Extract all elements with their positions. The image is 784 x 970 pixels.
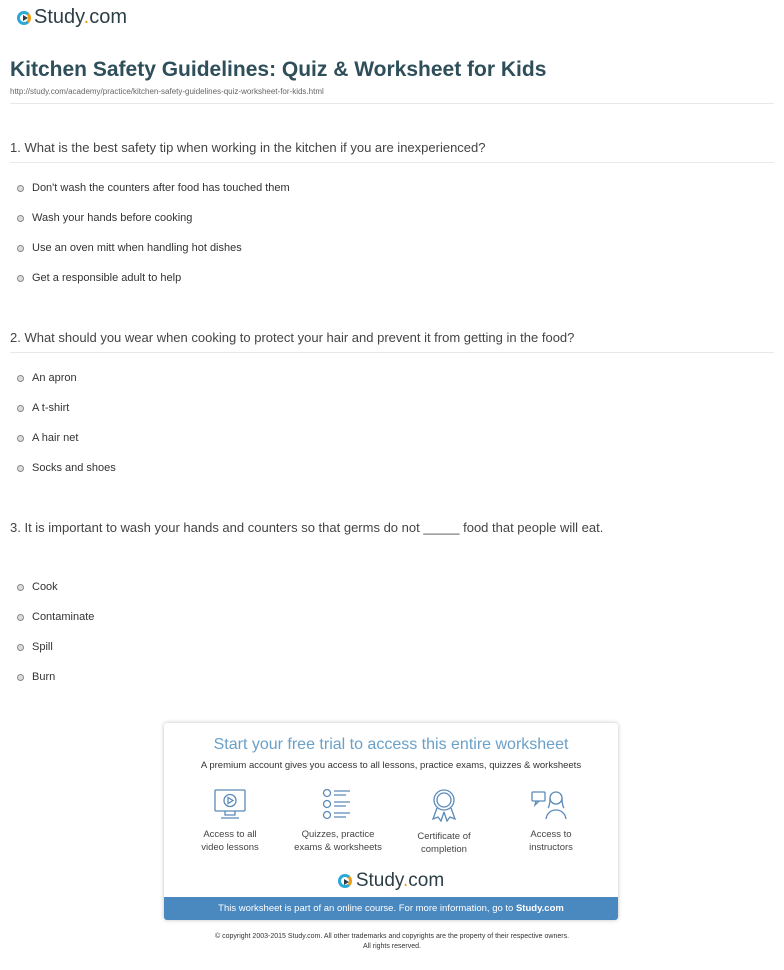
video-monitor-icon (213, 788, 247, 820)
radio-button[interactable] (17, 435, 24, 442)
radio-button[interactable] (17, 215, 24, 222)
answer-option[interactable] (17, 611, 94, 623)
answer-option[interactable] (17, 272, 181, 284)
question-1: 1. What is the best safety tip when working in the kitchen if you are inexperienced? (10, 140, 486, 155)
radio-button[interactable] (17, 275, 24, 282)
study-logo[interactable] (17, 6, 127, 29)
answer-option[interactable] (17, 462, 116, 474)
answer-option[interactable] (17, 372, 77, 384)
promo-subheading: A premium account gives you access to all lessons, practice exams, quizzes & worksheets (200, 760, 582, 771)
radio-button[interactable] (17, 614, 24, 621)
feature-instructors: Access to instructors (501, 788, 601, 854)
answer-option[interactable] (17, 671, 55, 683)
course-banner: This worksheet is part of an online course. For more information, go to Study.com (164, 897, 618, 920)
option-label: An apron (32, 372, 77, 384)
feature-video-lessons: Access to all video lessons (180, 788, 280, 854)
radio-button[interactable] (17, 375, 24, 382)
option-label: Get a responsible adult to help (32, 272, 182, 284)
page-url: http://study.com/academy/practice/kitchen-safety-guidelines-quiz-worksheet-for-kids.html (10, 87, 324, 96)
list-icon (321, 788, 355, 820)
answer-option[interactable] (17, 182, 290, 194)
radio-button[interactable] (17, 405, 24, 412)
page-title: Kitchen Safety Guidelines: Quiz & Worksheet for Kids (10, 58, 547, 81)
question-2: 2. What should you wear when cooking to protect your hair and prevent it from getting in the food? (10, 330, 575, 345)
option-label: Use an oven mitt when handling hot dishes (32, 242, 242, 254)
radio-button[interactable] (17, 644, 24, 651)
feature-quizzes: Quizzes, practice exams & worksheets (288, 788, 388, 854)
answer-option[interactable] (17, 432, 78, 444)
answer-option[interactable] (17, 242, 242, 254)
radio-button[interactable] (17, 245, 24, 252)
play-logo-icon (17, 11, 31, 25)
radio-button[interactable] (17, 465, 24, 472)
option-label: A t-shirt (32, 402, 70, 414)
logo-text: Study.com (34, 6, 128, 28)
divider (10, 352, 774, 353)
answer-option[interactable] (17, 402, 69, 414)
option-label: Burn (32, 671, 56, 683)
feature-certificate: Certificate of completion (394, 788, 494, 856)
radio-button[interactable] (17, 674, 24, 681)
copyright: © copyright 2003-2015 Study.com. All other trademarks and copyrights are the property of their respective owners. All rights reserved. (214, 933, 570, 950)
free-trial-card (164, 723, 618, 920)
answer-option[interactable] (17, 581, 58, 593)
option-label: Contaminate (32, 611, 95, 623)
divider (10, 162, 774, 163)
option-label: Socks and shoes (32, 462, 116, 474)
radio-button[interactable] (17, 584, 24, 591)
study-link[interactable]: Study.com (515, 903, 564, 914)
answer-option[interactable] (17, 641, 53, 653)
divider (10, 103, 774, 104)
radio-button[interactable] (17, 185, 24, 192)
promo-study-logo: Study.com (164, 870, 618, 892)
option-label: Spill (32, 641, 53, 653)
option-label: A hair net (32, 432, 79, 444)
instructor-chat-icon (531, 788, 571, 820)
option-label: Cook (32, 581, 58, 593)
award-ribbon-icon (427, 788, 461, 822)
option-label: Wash your hands before cooking (32, 212, 193, 224)
answer-option[interactable] (17, 212, 192, 224)
play-logo-icon (338, 874, 352, 888)
question-3: 3. It is important to wash your hands and counters so that germs do not _____ food that people will eat. (10, 520, 604, 535)
option-label: Don't wash the counters after food has touched them (32, 182, 290, 194)
promo-heading: Start your free trial to access this entire worksheet (213, 736, 569, 753)
